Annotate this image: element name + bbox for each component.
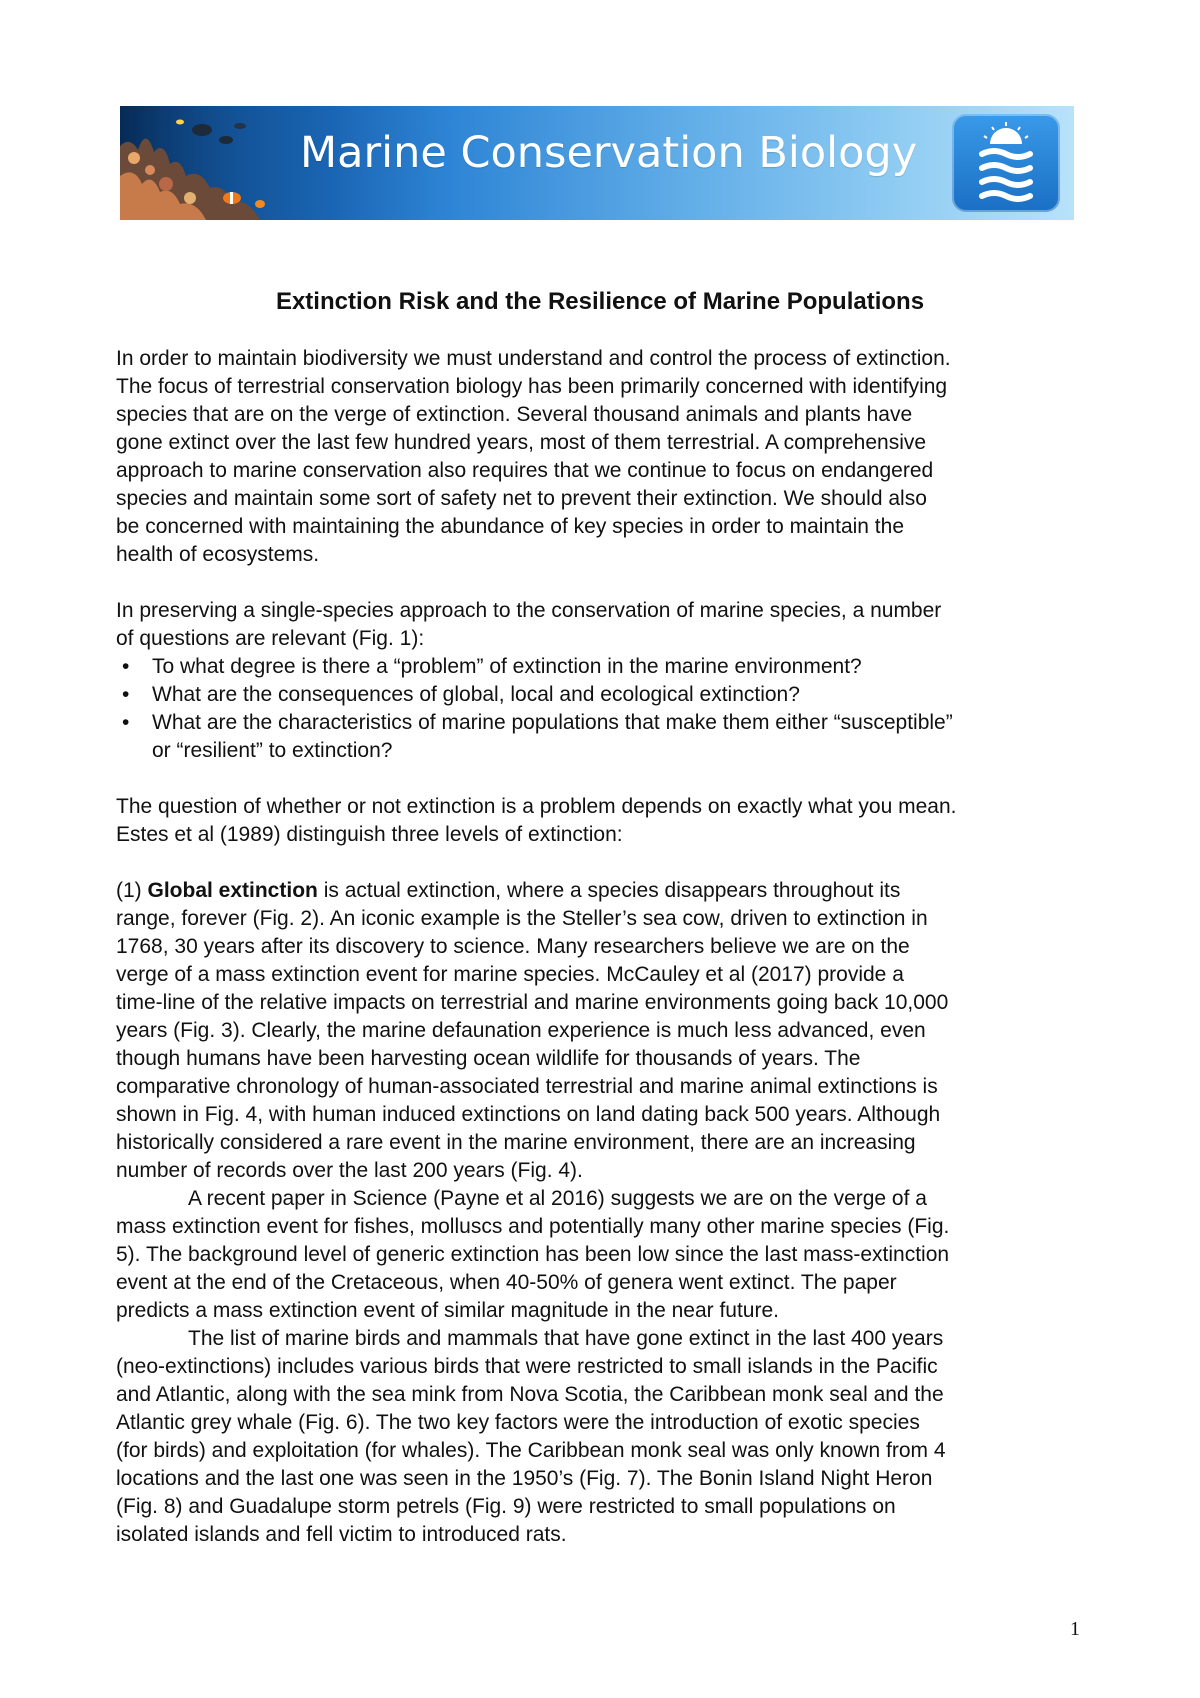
text-line: Atlantic grey whale (Fig. 6). The two key factors were the introduction of exotic species (116, 1411, 920, 1434)
text-line: comparative chronology of human-associated terrestrial and marine animal extinctions is (116, 1075, 938, 1098)
text-line: number of records over the last 200 years (Fig. 4). (116, 1159, 583, 1182)
paragraph-levels (116, 793, 1096, 849)
text-line: The list of marine birds and mammals that have gone extinct in the last 400 years (188, 1327, 944, 1350)
text-line: (Fig. 8) and Guadalupe storm petrels (Fig. 9) were restricted to small populations on (116, 1495, 896, 1518)
waves-sun-icon (952, 114, 1060, 212)
banner-title: Marine Conservation Biology (300, 128, 918, 178)
text-line: historically considered a rare event in the marine environment, there are an increasing (116, 1131, 916, 1154)
text-line: event at the end of the Cretaceous, when 40-50% of genera went extinct. The paper (116, 1271, 897, 1294)
text-line: of questions are relevant (Fig. 1): (116, 627, 425, 650)
text-line: locations and the last one was seen in the 1950’s (Fig. 7). The Bonin Island Night Heron (116, 1467, 933, 1490)
text-line: The focus of terrestrial conservation biology has been primarily concerned with identifying (116, 375, 948, 398)
text-run: is actual extinction, where a species disappears throughout its (317, 879, 901, 902)
text-line: years (Fig. 3). Clearly, the marine defaunation experience is much less advanced, even (116, 1019, 926, 1042)
text-line: A recent paper in Science (Payne et al 2016) suggests we are on the verge of a (188, 1187, 927, 1210)
paragraph-global-extinction (116, 877, 1096, 1185)
list-item (116, 709, 1096, 765)
text-line: species that are on the verge of extinction. Several thousand animals and plants have (116, 403, 913, 426)
coral-reef-photo (120, 106, 290, 220)
text-line: 5). The background level of generic extinction has been low since the last mass-extinction (116, 1243, 950, 1266)
text-line: To what degree is there a “problem” of extinction in the marine environment? (152, 655, 862, 678)
text-line: range, forever (Fig. 2). An iconic example is the Steller’s sea cow, driven to extinction in (116, 907, 928, 930)
document-title: Extinction Risk and the Resilience of Marine Populations (275, 288, 925, 315)
text-line: predicts a mass extinction event of similar magnitude in the near future. (116, 1299, 779, 1322)
paragraph-neo-extinctions (116, 1325, 1096, 1549)
text-line: The question of whether or not extinction is a problem depends on exactly what you mean. (116, 795, 957, 818)
text-line (116, 877, 1096, 905)
bullet-icon: • (122, 683, 130, 706)
bullet-icon: • (122, 655, 130, 678)
text-line: mass extinction event for fishes, molluscs and potentially many other marine species (Fig. (116, 1215, 950, 1238)
text-line: though humans have been harvesting ocean wildlife for thousands of years. The (116, 1047, 861, 1070)
text-line: be concerned with maintaining the abundance of key species in order to maintain the (116, 515, 904, 538)
paragraph-intro (116, 345, 1096, 569)
text-line: and Atlantic, along with the sea mink from Nova Scotia, the Caribbean monk seal and the (116, 1383, 944, 1406)
text-line: gone extinct over the last few hundred years, most of them terrestrial. A comprehensive (116, 431, 927, 454)
item-number: (1) (116, 879, 148, 902)
text-line: health of ecosystems. (116, 543, 320, 566)
paragraph-questions (116, 597, 1096, 653)
text-line: 1768, 30 years after its discovery to science. Many researchers believe we are on the (116, 935, 910, 958)
text-line: species and maintain some sort of safety net to prevent their extinction. We should also (116, 487, 927, 510)
question-list (116, 653, 1096, 765)
text-line: isolated islands and fell victim to introduced rats. (116, 1523, 567, 1546)
text-line: (neo-extinctions) includes various birds that were restricted to small islands in the Pacific (116, 1355, 938, 1378)
text-line: approach to marine conservation also requires that we continue to focus on endangered (116, 459, 934, 482)
list-item (116, 653, 1096, 681)
text-line: shown in Fig. 4, with human induced extinctions on land dating back 500 years. Although (116, 1103, 941, 1126)
paragraph-mass-extinction (116, 1185, 1096, 1325)
bullet-icon: • (122, 711, 130, 734)
term-global-extinction: Global extinction (147, 879, 318, 902)
page-number: 1 (1070, 1618, 1080, 1640)
text-line: In order to maintain biodiversity we must understand and control the process of extinction. (116, 347, 951, 370)
text-line: or “resilient” to extinction? (152, 739, 393, 762)
text-line: verge of a mass extinction event for marine species. McCauley et al (2017) provide a (116, 963, 904, 986)
text-line: In preserving a single-species approach to the conservation of marine species, a number (116, 599, 942, 622)
text-line: time-line of the relative impacts on terrestrial and marine environments going back 10,000 (116, 991, 949, 1014)
text-line: What are the consequences of global, local and ecological extinction? (152, 683, 800, 706)
text-line: (for birds) and exploitation (for whales). The Caribbean monk seal was only known from 4 (116, 1439, 946, 1462)
header-banner (120, 106, 1074, 220)
list-item (116, 681, 1096, 709)
text-line: Estes et al (1989) distinguish three levels of extinction: (116, 823, 623, 846)
text-line: What are the characteristics of marine populations that make them either “susceptible” (152, 711, 953, 734)
